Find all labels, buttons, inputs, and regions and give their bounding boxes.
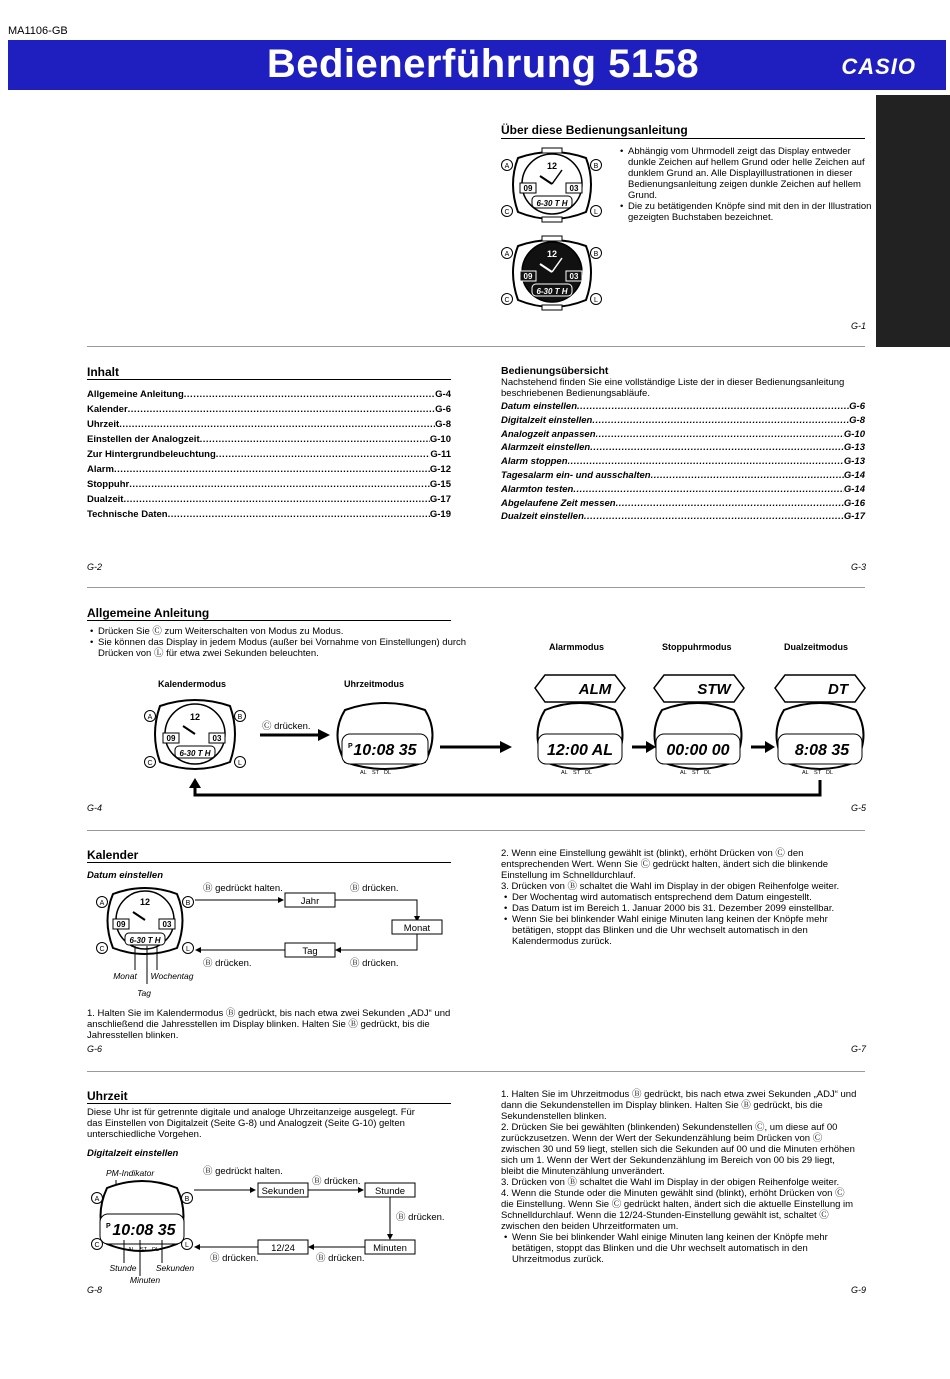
svg-text:DL: DL	[152, 1247, 160, 1253]
toc-row[interactable]: Kalender ..... G-6	[87, 402, 451, 417]
time-watch	[92, 1181, 195, 1285]
dial-03: 03	[569, 184, 579, 193]
press-b-label-3: Ⓑ drücken.	[203, 958, 252, 969]
press-b-label-2: Ⓑ drücken.	[350, 958, 399, 969]
time-heading-rule	[87, 1103, 451, 1104]
overview-row[interactable]: Analogzeit anpassen ..... G-10	[501, 428, 865, 442]
toc-row[interactable]: Zur Hintergrundbeleuchtung ..... G-11	[87, 447, 451, 462]
label-hour: Stunde	[109, 1263, 137, 1273]
time-step-2: 2. Drücken Sie bei gewählten (blinkenden) Sekundenstellen Ⓒ, um diese auf 00 zurückzusetzen. Wenn der Wert der Sekundenzählung beim Drücken von Ⓒ zwischen 30 und 59 liegt, stellen sich die Sekunden auf 00 und die Minuten erhöhen sich um 1. Wenn der Wert der Sekundenzählung im Bereich von 00 bis 29 liegt, bleibt die Minutenzählung unverändert.	[501, 1122, 855, 1177]
svg-text:L: L	[185, 1242, 189, 1249]
page-number-g9: G-9	[851, 1285, 867, 1295]
calendar-step-1: 1. Halten Sie im Kalendermodus Ⓑ gedrückt, bis nach etwa zwei Sekunden „ADJ“ und anschließend die Jahresstellen im Display blinken. Halten Sie Ⓑ gedrückt, bis die Jahresstellen blinken.	[87, 1008, 451, 1041]
time-press-b-3: Ⓑ drücken.	[316, 1253, 365, 1264]
time-mode-watch	[338, 703, 433, 776]
calendar-setting-diagram	[95, 880, 455, 1000]
about-bullet-1: • Abhängig vom Uhrmodell zeigt das Display entweder dunkle Zeichen auf hellem Grund oder helle Zeichen auf dunklem Grund an. Alle Displayillustrationen in dieser Bedienungsanleitung zeigen dunkle Zeichen auf hellem Grund.	[628, 146, 872, 201]
svg-text:AL: AL	[128, 1247, 135, 1253]
time-heading: Uhrzeit	[87, 1089, 128, 1103]
label-day: Tag	[137, 988, 151, 998]
overview-row[interactable]: Datum einstellen ..... G-6	[501, 400, 865, 414]
calendar-subheading: Datum einstellen	[87, 870, 164, 881]
dial-09: 09	[523, 184, 533, 193]
time-note-1: • Wenn Sie bei blinkender Wahl einige Minuten lang keinen der Knöpfe mehr betätigen, stoppt das Blinken und die Uhr wechselt automatisch in den Uhrzeitmodus zurück.	[512, 1232, 859, 1265]
svg-text:B: B	[185, 900, 191, 907]
svg-text:AL: AL	[680, 770, 687, 776]
watch-illustration-dark	[500, 234, 604, 314]
toc-row[interactable]: Einstellen der Analogzeit ..... G-10	[87, 432, 451, 447]
svg-text:B: B	[593, 251, 599, 258]
mode-label-time: Uhrzeitmodus	[344, 679, 405, 689]
calendar-note-1: • Der Wochentag wird automatisch entsprechend dem Datum eingestellt.	[512, 892, 847, 903]
svg-text:L: L	[238, 760, 242, 767]
time-step-3: 3. Drücken von Ⓑ schaltet die Wahl im Display in der obigen Reihenfolge weiter.	[501, 1177, 840, 1188]
toc-row[interactable]: Uhrzeit ..... G-8	[87, 417, 451, 432]
svg-text:L: L	[594, 297, 598, 304]
calendar-steps-right	[501, 848, 847, 947]
svg-text:12:00 AL: 12:00 AL	[546, 742, 614, 759]
about-heading: Über diese Bedienungsanleitung	[501, 123, 688, 137]
contents-heading-rule	[87, 379, 451, 380]
svg-text:DT: DT	[828, 681, 848, 698]
label-seconds: Sekunden	[155, 1263, 195, 1273]
svg-text:L: L	[186, 946, 190, 953]
svg-text:C: C	[147, 760, 153, 767]
overview-row[interactable]: Alarmton testen ..... G-14	[501, 483, 865, 497]
svg-text:A: A	[504, 251, 510, 258]
svg-text:AL: AL	[802, 770, 809, 776]
svg-text:A: A	[99, 900, 105, 907]
calendar-notes	[501, 892, 847, 947]
time-press-b-4: Ⓑ drücken.	[210, 1253, 259, 1264]
separator-2	[87, 587, 865, 588]
document-code: MA1106-GB	[8, 25, 68, 37]
document-title: Bedienerführung 5158	[266, 42, 700, 86]
svg-text:C: C	[504, 297, 510, 304]
svg-text:03: 03	[212, 734, 222, 743]
toc-row[interactable]: Dualzeit ..... G-17	[87, 492, 451, 507]
toc-row[interactable]: Stoppuhr ..... G-15	[87, 477, 451, 492]
button-a-label: A	[504, 163, 510, 170]
time-subheading: Digitalzeit einstellen	[87, 1148, 179, 1159]
calendar-note-2: • Das Datum ist im Bereich 1. Januar 2000 bis 31. Dezember 2099 einstellbar.	[512, 903, 847, 914]
svg-text:6-30 T H: 6-30 T H	[179, 749, 211, 758]
side-tab-marker	[876, 95, 950, 347]
svg-text:DL: DL	[704, 770, 712, 776]
svg-text:12/24: 12/24	[271, 1243, 295, 1254]
mode-label-dual: Dualzeitmodus	[784, 642, 849, 652]
press-b-label-1: Ⓑ drücken.	[350, 883, 399, 894]
press-c-label: Ⓒ drücken.	[262, 721, 311, 732]
mode-label-calendar: Kalendermodus	[158, 679, 227, 689]
time-press-b-1: Ⓑ drücken.	[312, 1176, 361, 1187]
svg-text:8:08 35: 8:08 35	[794, 742, 850, 759]
separator-1	[87, 346, 865, 347]
contents-list	[87, 387, 451, 522]
toc-row[interactable]: Allgemeine Anleitung ..... G-4	[87, 387, 451, 402]
dial-12-dark: 12	[546, 249, 558, 259]
dual-mode-watch	[775, 675, 865, 776]
svg-text:10:08 35: 10:08 35	[112, 1222, 176, 1239]
calendar-heading: Kalender	[87, 848, 139, 862]
svg-text:ST: ST	[814, 770, 822, 776]
overview-row[interactable]: Abgelaufene Zeit messen ..... G-16	[501, 497, 865, 511]
svg-text:A: A	[147, 714, 153, 721]
brand-logo: CASIO	[841, 54, 916, 79]
button-b-label: B	[593, 163, 599, 170]
overview-row[interactable]: Tagesalarm ein- und ausschalten ..... G-14	[501, 469, 865, 483]
dial-03-dark: 03	[569, 272, 579, 281]
calendar-watch	[97, 888, 194, 998]
page-number-g8: G-8	[87, 1285, 103, 1295]
svg-text:03: 03	[162, 920, 172, 929]
overview-intro: Nachstehend finden Sie eine vollständige Liste der in dieser Bedienungsanleitung beschriebenen Bedienungsabläufe.	[501, 377, 845, 399]
stopwatch-mode-watch	[654, 675, 744, 776]
time-steps-right	[501, 1089, 859, 1265]
alarm-mode-watch	[535, 675, 625, 776]
svg-text:DL: DL	[826, 770, 834, 776]
label-minutes: Minuten	[129, 1275, 161, 1285]
calendar-step-2: 2. Wenn eine Einstellung gewählt ist (blinkt), erhöht Drücken von Ⓒ den entsprechenden Wert. Wenn Sie Ⓒ gedrückt halten, ändert sich die blinkende Einstellung im Schnelldurchlauf.	[501, 848, 829, 881]
svg-text:AL: AL	[561, 770, 568, 776]
separator-4	[87, 1071, 865, 1072]
svg-text:ST: ST	[372, 770, 380, 776]
svg-text:Sekunden: Sekunden	[261, 1186, 305, 1197]
time-step-4: 4. Wenn die Stunde oder die Minuten gewählt sind (blinkt), erhöht Drücken von Ⓒ die Einstellung. Wenn Sie Ⓒ gedrückt halten, ändert sich die aktuelle Einstellung im Schnelldurchlauf. Wenn die 12/24-Stunden-Einstellung gewählt ist, schaltet Ⓒ zwischen den beiden Uhrzeitformaten um.	[501, 1188, 854, 1232]
calendar-mode-watch	[145, 700, 246, 769]
watch-illustration-light	[500, 146, 604, 226]
about-heading-rule	[501, 138, 865, 139]
toc-row[interactable]: Alarm ..... G-12	[87, 462, 451, 477]
page-number-g4: G-4	[87, 803, 103, 813]
svg-text:ST: ST	[140, 1247, 148, 1253]
svg-text:Jahr: Jahr	[300, 896, 320, 907]
about-bullet-2: • Die zu betätigenden Knöpfe sind mit den in der Illustration gezeigten Buchstaben bezeichnet.	[628, 201, 872, 223]
dial-09-dark: 09	[523, 272, 533, 281]
label-weekday: Wochentag	[150, 971, 194, 981]
separator-3	[87, 830, 865, 831]
svg-text:C: C	[94, 1242, 100, 1249]
calendar-heading-rule	[87, 862, 451, 863]
button-l-label: L	[594, 209, 598, 216]
contents-heading: Inhalt	[87, 365, 119, 379]
button-c-label: C	[504, 209, 510, 216]
svg-text:DL: DL	[585, 770, 593, 776]
page-number-g3: G-3	[851, 562, 867, 572]
time-press-b-2: Ⓑ drücken.	[396, 1212, 445, 1223]
lcd-date-dark: 6-30 T H	[536, 287, 568, 296]
general-bullet-1: • Drücken Sie Ⓒ zum Weiterschalten von Modus zu Modus.	[98, 626, 468, 637]
hold-b-label: Ⓑ gedrückt halten.	[203, 883, 283, 894]
general-heading-rule	[87, 620, 451, 621]
svg-text:DL: DL	[384, 770, 392, 776]
page-number-g7: G-7	[851, 1044, 867, 1054]
overview-heading: Bedienungsübersicht	[501, 365, 609, 377]
svg-text:A: A	[94, 1196, 100, 1203]
page-number-g6: G-6	[87, 1044, 103, 1054]
time-setting-diagram	[90, 1160, 460, 1288]
svg-text:09: 09	[166, 734, 176, 743]
svg-text:ST: ST	[573, 770, 581, 776]
about-bullets	[617, 146, 872, 223]
overview-row[interactable]: Alarm stoppen ..... G-13	[501, 455, 865, 469]
page-number-g5: G-5	[851, 803, 867, 813]
svg-text:Tag: Tag	[302, 946, 318, 957]
mode-label-stopwatch: Stoppuhrmodus	[662, 642, 732, 652]
svg-text:Stunde: Stunde	[374, 1186, 406, 1197]
page-number-g1: G-1	[851, 321, 867, 331]
svg-text:AL: AL	[360, 770, 367, 776]
general-heading: Allgemeine Anleitung	[87, 606, 210, 620]
label-month: Monat	[113, 971, 137, 981]
toc-row[interactable]: Technische Daten ..... G-19	[87, 507, 451, 522]
svg-text:STW: STW	[697, 681, 731, 698]
svg-text:12: 12	[189, 712, 201, 722]
svg-text:B: B	[237, 714, 243, 721]
svg-text:Minuten: Minuten	[373, 1243, 407, 1254]
svg-text:00:00 00: 00:00 00	[666, 742, 730, 759]
svg-text:P: P	[348, 743, 353, 750]
svg-text:B: B	[184, 1196, 190, 1203]
time-hold-b-label: Ⓑ gedrückt halten.	[203, 1166, 283, 1177]
mode-label-alarm: Alarmmodus	[549, 642, 605, 652]
calendar-step-3: 3. Drücken von Ⓑ schaltet die Wahl im Display in der obigen Reihenfolge weiter.	[501, 881, 840, 892]
time-notes	[501, 1232, 859, 1265]
svg-text:P: P	[106, 1223, 111, 1230]
pm-indicator-label: PM-Indikator	[106, 1168, 155, 1178]
svg-text:10:08 35: 10:08 35	[353, 742, 417, 759]
svg-text:09: 09	[116, 920, 126, 929]
overview-row[interactable]: Digitalzeit einstellen ..... G-8	[501, 414, 865, 428]
time-step-1: 1. Halten Sie im Uhrzeitmodus Ⓑ gedrückt, bis nach etwa zwei Sekunden „ADJ“ und dann die Sekundenstellen im Display blinken. Halten Sie Ⓑ gedrückt, bis die Sekundenstellen blinken.	[501, 1089, 857, 1122]
overview-list	[501, 400, 865, 524]
page-number-g2: G-2	[87, 562, 103, 572]
svg-text:6-30 T H: 6-30 T H	[129, 936, 161, 945]
title-banner	[8, 40, 946, 90]
time-intro: Diese Uhr ist für getrennte digitale und analoge Uhrzeitanzeige ausgelegt. Für das Einstellen von Digitalzeit (Seite G-8) und Analogzeit (Seite G-10) gelten unterschiedliche Vorgehen.	[87, 1107, 415, 1140]
overview-row[interactable]: Dualzeit einstellen ..... G-17	[501, 510, 865, 524]
lcd-date: 6-30 T H	[536, 199, 568, 208]
overview-row[interactable]: Alarmzeit einstellen ..... G-13	[501, 441, 865, 455]
svg-text:ALM: ALM	[578, 681, 612, 698]
svg-text:Monat: Monat	[403, 923, 431, 934]
mode-cycle-diagram	[0, 650, 950, 810]
svg-text:ST: ST	[692, 770, 700, 776]
general-bullet-2: • Sie können das Display in jedem Modus (außer bei Vornahme von Einstellungen) durch Drücken von Ⓛ für etwa zwei Sekunden beleuchten.	[98, 637, 468, 659]
calendar-note-3: • Wenn Sie bei blinkender Wahl einige Minuten lang keinen der Knöpfe mehr betätigen, stoppt das Blinken und die Uhr wechselt automatisch in den Kalendermodus zurück.	[512, 914, 847, 947]
svg-text:C: C	[99, 946, 105, 953]
dial-12: 12	[546, 161, 558, 171]
svg-text:12: 12	[139, 897, 151, 907]
